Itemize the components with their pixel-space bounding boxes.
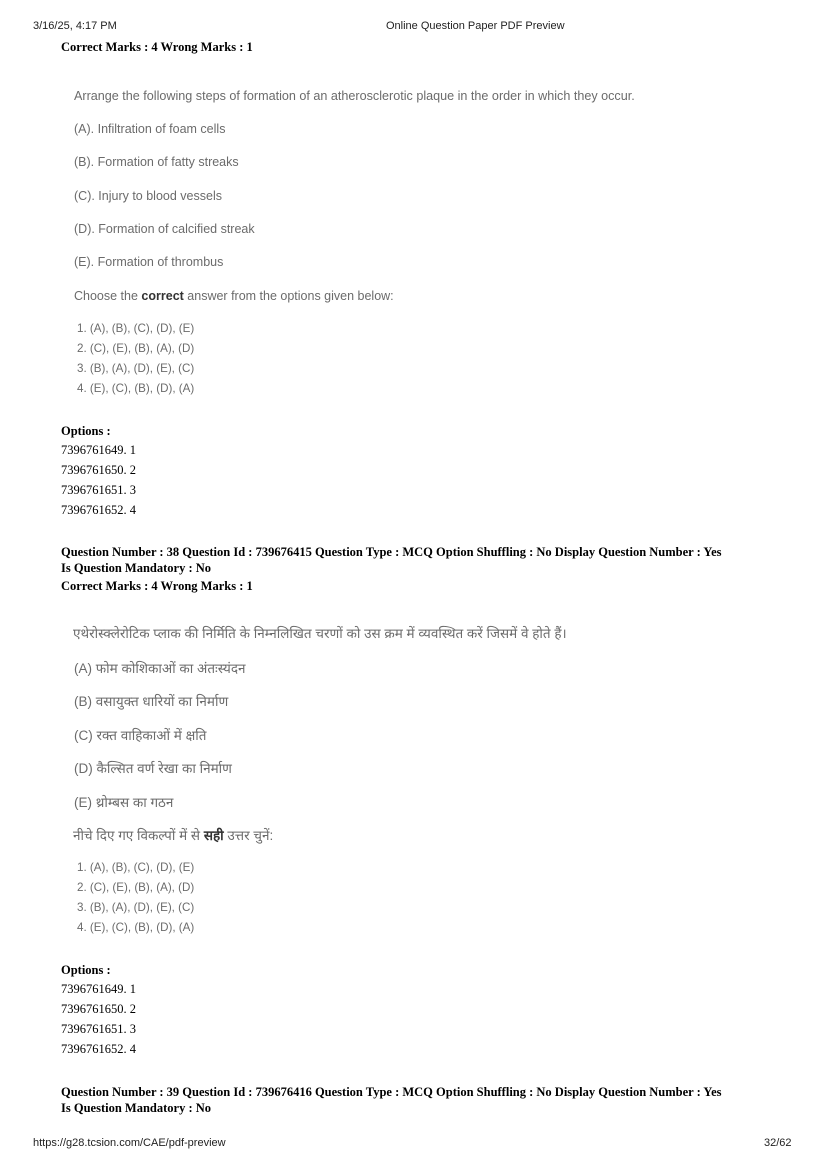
question-meta: Question Number : 39 Question Id : 739676416 Question Type : MCQ Option Shuffling : No Display Question Number : Yes xyxy=(61,1085,722,1099)
question-item: (A) फोम कोशिकाओं का अंतःस्यंदन xyxy=(74,661,246,676)
option-id: 7396761650. 2 xyxy=(61,1002,136,1016)
print-datetime: 3/16/25, 4:17 PM xyxy=(33,20,117,32)
answer-choice: 4. (E), (C), (B), (D), (A) xyxy=(77,921,195,934)
choose-instruction xyxy=(74,289,394,303)
question-mandatory: Is Question Mandatory : No xyxy=(61,561,212,575)
question-item: (D) कैल्सित वर्ण रेखा का निर्माण xyxy=(74,761,232,776)
choose-pre: नीचे दिए गए विकल्पों में से xyxy=(73,828,201,843)
question-text: Arrange the following steps of formation of an atherosclerotic plaque in the order in which they occur. xyxy=(74,89,635,103)
question-text-hindi: एथेरोस्क्लेरोटिक प्लाक की निर्मिति के निम्नलिखित चरणों को उस क्रम में व्यवस्थित करें जिसमें वे होते हैं। xyxy=(73,626,567,641)
option-id: 7396761650. 2 xyxy=(61,463,136,477)
option-id: 7396761652. 4 xyxy=(61,503,136,517)
question-item: (D). Formation of calcified streak xyxy=(74,222,255,236)
marks-line: Correct Marks : 4 Wrong Marks : 1 xyxy=(61,579,253,593)
page-title: Online Question Paper PDF Preview xyxy=(386,20,565,32)
choose-bold: correct xyxy=(141,289,184,303)
question-item: (B) वसायुक्त धारियों का निर्माण xyxy=(74,694,229,709)
marks-line: Correct Marks : 4 Wrong Marks : 1 xyxy=(61,40,253,54)
question-item: (C) रक्त वाहिकाओं में क्षति xyxy=(74,728,207,743)
answer-choice: 4. (E), (C), (B), (D), (A) xyxy=(77,382,195,395)
answer-choice: 2. (C), (E), (B), (A), (D) xyxy=(77,342,195,355)
option-id: 7396761649. 1 xyxy=(61,443,136,457)
choose-post: answer from the options given below: xyxy=(187,289,394,303)
question-item: (E) थ्रोम्बस का गठन xyxy=(74,795,174,810)
option-id: 7396761652. 4 xyxy=(61,1042,136,1056)
answer-choice: 3. (B), (A), (D), (E), (C) xyxy=(77,901,195,914)
question-meta: Question Number : 38 Question Id : 739676415 Question Type : MCQ Option Shuffling : No Display Question Number : Yes xyxy=(61,545,722,559)
footer-url: https://g28.tcsion.com/CAE/pdf-preview xyxy=(33,1137,226,1149)
page-number: 32/62 xyxy=(764,1137,792,1149)
option-id: 7396761651. 3 xyxy=(61,1022,136,1036)
question-item: (E). Formation of thrombus xyxy=(74,255,224,269)
option-id: 7396761649. 1 xyxy=(61,982,136,996)
options-label: Options : xyxy=(61,424,111,438)
option-id: 7396761651. 3 xyxy=(61,483,136,497)
question-item: (C). Injury to blood vessels xyxy=(74,189,222,203)
question-item: (A). Infiltration of foam cells xyxy=(74,122,226,136)
choose-instruction xyxy=(73,826,273,844)
options-label: Options : xyxy=(61,963,111,977)
answer-choice: 1. (A), (B), (C), (D), (E) xyxy=(77,322,195,335)
answer-choice: 1. (A), (B), (C), (D), (E) xyxy=(77,861,195,874)
choose-bold: सही xyxy=(203,828,224,843)
answer-choice: 3. (B), (A), (D), (E), (C) xyxy=(77,362,195,375)
answer-choice: 2. (C), (E), (B), (A), (D) xyxy=(77,881,195,894)
question-mandatory: Is Question Mandatory : No xyxy=(61,1101,212,1115)
choose-pre: Choose the xyxy=(74,289,138,303)
question-item: (B). Formation of fatty streaks xyxy=(74,155,239,169)
choose-post: उत्तर चुनें: xyxy=(227,828,274,843)
